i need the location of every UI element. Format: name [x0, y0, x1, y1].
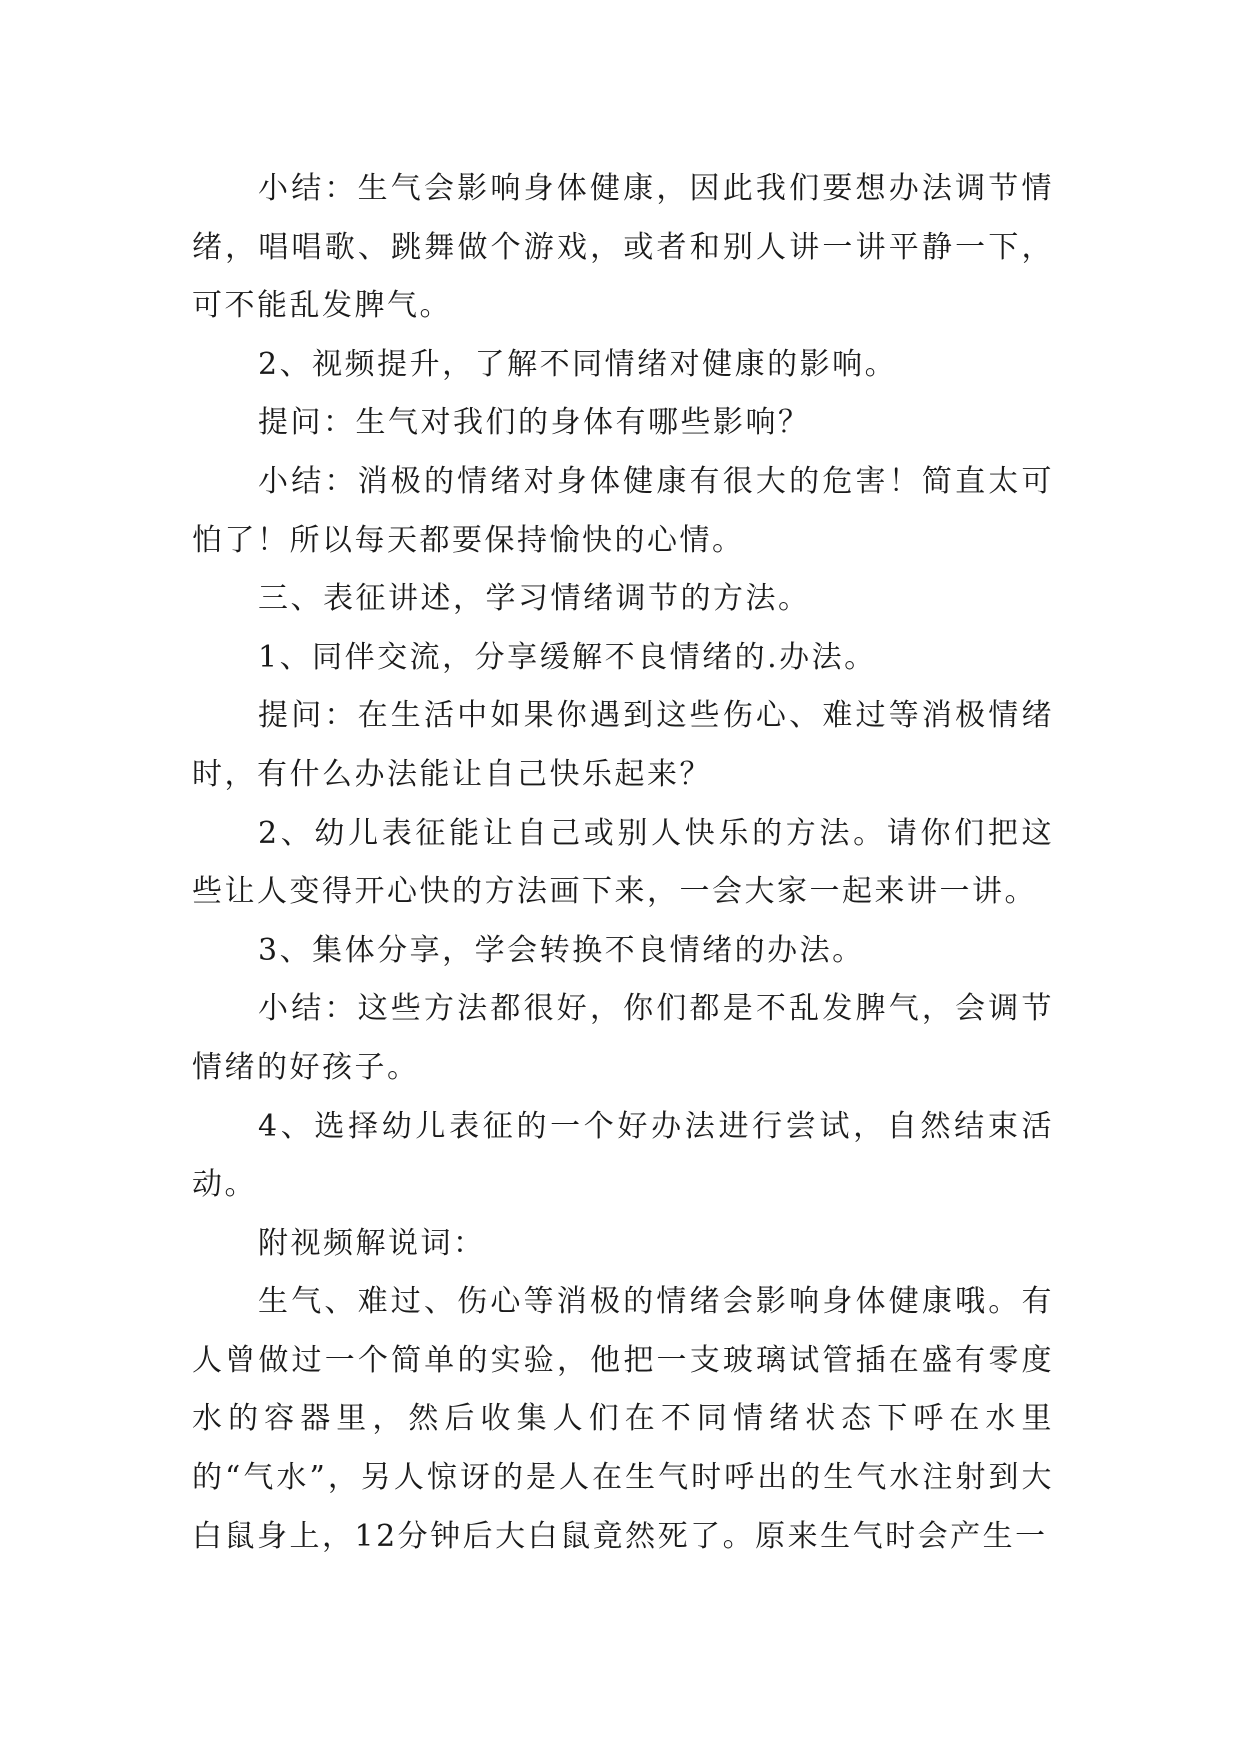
paragraph: 生气、难过、伤心等消极的情绪会影响身体健康哦。有人曾做过一个简单的实验，他把一支玻璃试管插在盛有零度水的容器里，然后收集人们在不同情绪状态下呼在水里的“气水”，另人惊讶的是人在生气时呼出的生气水注射到大白鼠身上，12分钟后大白鼠竟然死了。原来生气时会产生一 — [192, 1284, 1054, 1554]
paragraph: 2、视频提升，了解不同情绪对健康的影响。 — [258, 346, 898, 382]
paragraph: 小结：这些方法都很好，你们都是不乱发脾气，会调节情绪的好孩子。 — [192, 991, 1054, 1085]
paragraph: 小结：消极的情绪对身体健康有很大的危害！简直太可怕了！所以每天都要保持愉快的心情。 — [192, 463, 1054, 558]
paragraph: 提问：生气对我们的身体有哪些影响？ — [258, 405, 811, 441]
paragraph: 附视频解说词： — [258, 1225, 486, 1261]
paragraph: 3、集体分享，学会转换不良情绪的办法。 — [258, 932, 865, 968]
paragraph: 三、表征讲述，学习情绪调节的方法。 — [258, 581, 811, 617]
paragraph: 2、幼儿表征能让自己或别人快乐的方法。请你们把这些让人变得开心快的方法画下来，一会大家一起来讲一讲。 — [192, 815, 1054, 910]
paragraph: 提问：在生活中如果你遇到这些伤心、难过等消极情绪时，有什么办法能让自己快乐起来？ — [192, 698, 1054, 792]
paragraph: 小结：生气会影响身体健康，因此我们要想办法调节情绪，唱唱歌、跳舞做个游戏，或者和别人讲一讲平静一下，可不能乱发脾气。 — [192, 171, 1054, 324]
paragraph: 1、同伴交流，分享缓解不良情绪的.办法。 — [258, 639, 877, 675]
paragraph: 4、选择幼儿表征的一个好办法进行尝试，自然结束活动。 — [192, 1108, 1054, 1203]
document-body — [192, 160, 1054, 1566]
